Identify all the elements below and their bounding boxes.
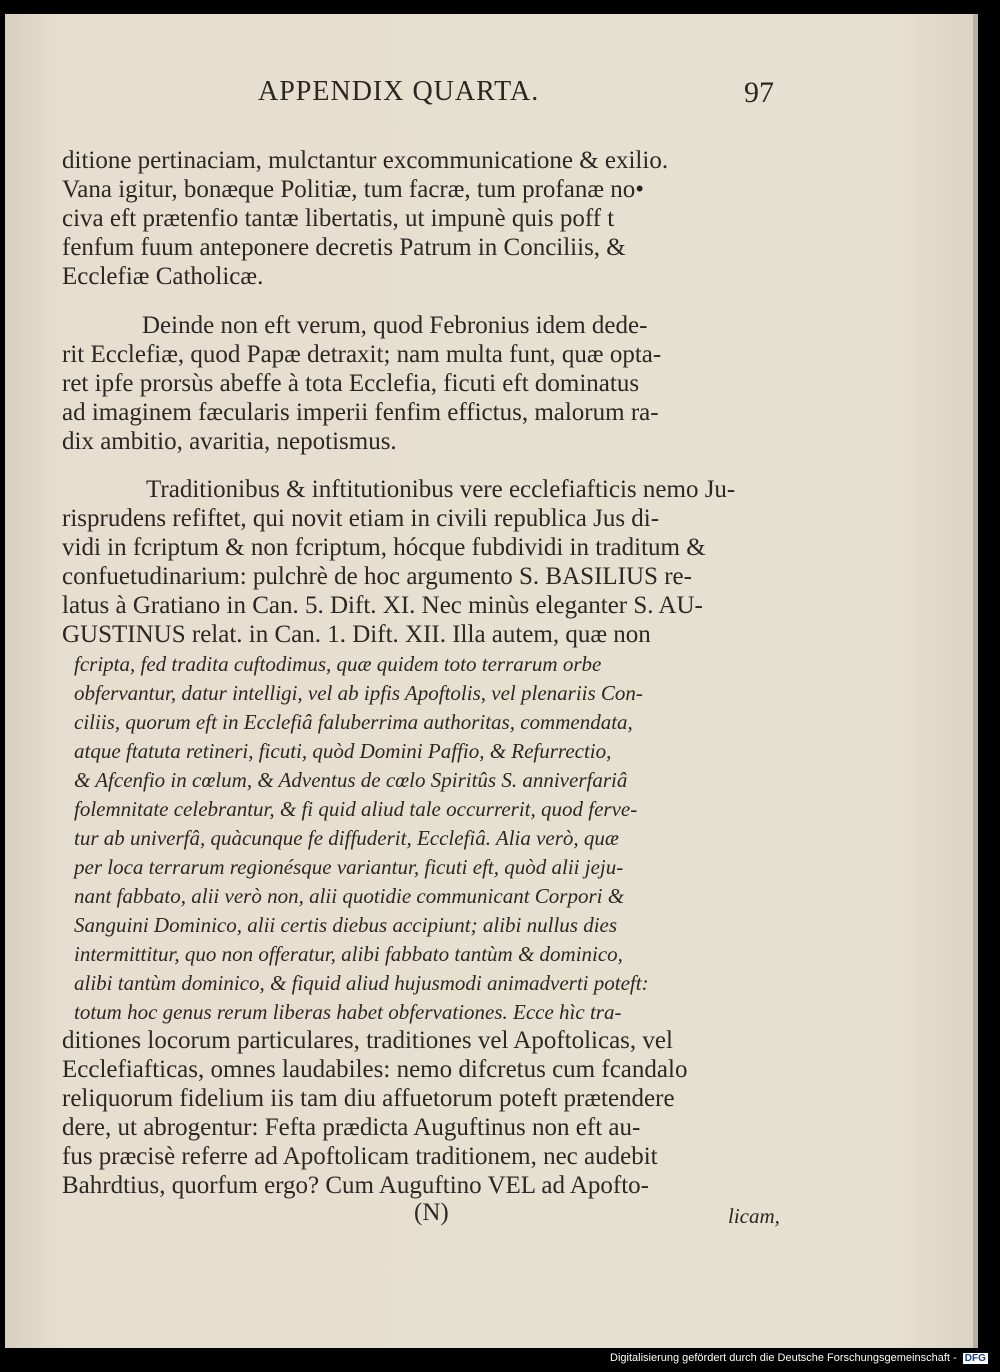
- text-line: intermittitur, quo non offeratur, alibi fabbato tantùm & dominico,: [74, 942, 623, 966]
- text-line: confuetudinarium: pulchrè de hoc argumento S. BASILIUS re-: [62, 563, 692, 590]
- text-line: latus à Gratiano in Can. 5. Dift. XI. Nec minùs eleganter S. AU-: [62, 592, 703, 619]
- text-line: dere, ut abrogentur: Fefta prædicta Auguftinus non eft au-: [62, 1114, 641, 1141]
- text-line: ditiones locorum particulares, traditiones vel Apoftolicas, vel: [62, 1027, 673, 1054]
- text-line: nant fabbato, alii verò non, alii quotidie communicant Corpori &: [74, 884, 625, 908]
- text-line: vidi in fcriptum & non fcriptum, hócque fubdividi in traditum &: [62, 534, 706, 561]
- dfg-logo-icon: DFG: [964, 1352, 986, 1364]
- text-line: dix ambitio, avaritia, nepotismus.: [62, 428, 397, 455]
- text-line: tur ab univerfâ, quàcunque fe diffuderit, Ecclefiâ. Alia verò, quæ: [74, 826, 619, 850]
- signature-mark: (N): [414, 1199, 449, 1226]
- text-line: Bahrdtius, quorfum ergo? Cum Auguftino VEL ad Apofto-: [62, 1172, 649, 1199]
- running-title: APPENDIX QUARTA.: [258, 76, 540, 107]
- text-line: reliquorum fidelium iis tam diu affuetorum poteft prætendere: [62, 1085, 675, 1112]
- digitization-footer: [610, 1352, 988, 1364]
- text-line: Sanguini Dominico, alii certis diebus accipiunt; alibi nullus dies: [74, 913, 618, 937]
- text-line: risprudens refiftet, qui novit etiam in civili republica Jus di-: [62, 505, 660, 532]
- text-line: fenfum fuum anteponere decretis Patrum in Conciliis, &: [62, 234, 626, 261]
- text-line: & Afcenfio in cœlum, & Adventus de cœlo Spiritûs S. anniverfariâ: [74, 768, 628, 792]
- text-line: totum hoc genus rerum liberas habet obfervationes. Ecce hìc tra-: [74, 1000, 622, 1024]
- page-edge: [973, 14, 978, 1348]
- footer-text: Digitalisierung gefördert durch die Deutsche Forschungsgemeinschaft -: [610, 1352, 957, 1364]
- text-line: civa eft prætenfio tantæ libertatis, ut impunè quis poff t: [62, 205, 615, 232]
- text-line: fus præcisè referre ad Apoftolicam traditionem, nec audebit: [62, 1143, 658, 1170]
- text-line: alibi tantùm dominico, & fiquid aliud hujusmodi animadverti poteft:: [74, 971, 649, 995]
- text-line: Ecclefiafticas, omnes laudabiles: nemo difcretus cum fcandalo: [62, 1056, 688, 1083]
- text-line: GUSTINUS relat. in Can. 1. Dift. XII. Illa autem, quæ non: [62, 621, 651, 648]
- page-number: 97: [744, 76, 774, 109]
- text-line: per loca terrarum regionésque variantur, ficuti eft, quòd alii jeju-: [74, 855, 624, 879]
- text-line: ad imaginem fæcularis imperii fenfim effictus, malorum ra-: [62, 399, 659, 426]
- catchword: licam,: [728, 1204, 780, 1228]
- text-line: fcripta, fed tradita cuftodimus, quæ quidem toto terrarum orbe: [74, 652, 602, 676]
- text-line: Vana igitur, bonæque Politiæ, tum facræ, tum profanæ no•: [62, 176, 644, 203]
- text-line: ret ipfe prorsùs abeffe à tota Ecclefia, ficuti eft dominatus: [62, 370, 640, 397]
- text-line: Traditionibus & inftitutionibus vere ecclefiafticis nemo Ju-: [146, 476, 736, 503]
- text-line: Ecclefiæ Catholicæ.: [62, 263, 264, 290]
- text-line: Deinde non eft verum, quod Febronius idem dede-: [142, 312, 648, 339]
- text-line: obfervantur, datur intelligi, vel ab ipfis Apoftolis, vel plenariis Con-: [74, 681, 643, 705]
- text-line: ditione pertinaciam, mulctantur excommunicatione & exilio.: [62, 147, 669, 174]
- text-line: atque ftatuta retineri, ficuti, quòd Domini Paffio, & Refurrectio,: [74, 739, 612, 763]
- text-line: ciliis, quorum eft in Ecclefiâ faluberrima authoritas, commendata,: [74, 710, 633, 734]
- text-line: folemnitate celebrantur, & fi quid aliud tale occurrerit, quod ferve-: [74, 797, 638, 821]
- text-line: rit Ecclefiæ, quod Papæ detraxit; nam multa funt, quæ opta-: [62, 341, 662, 368]
